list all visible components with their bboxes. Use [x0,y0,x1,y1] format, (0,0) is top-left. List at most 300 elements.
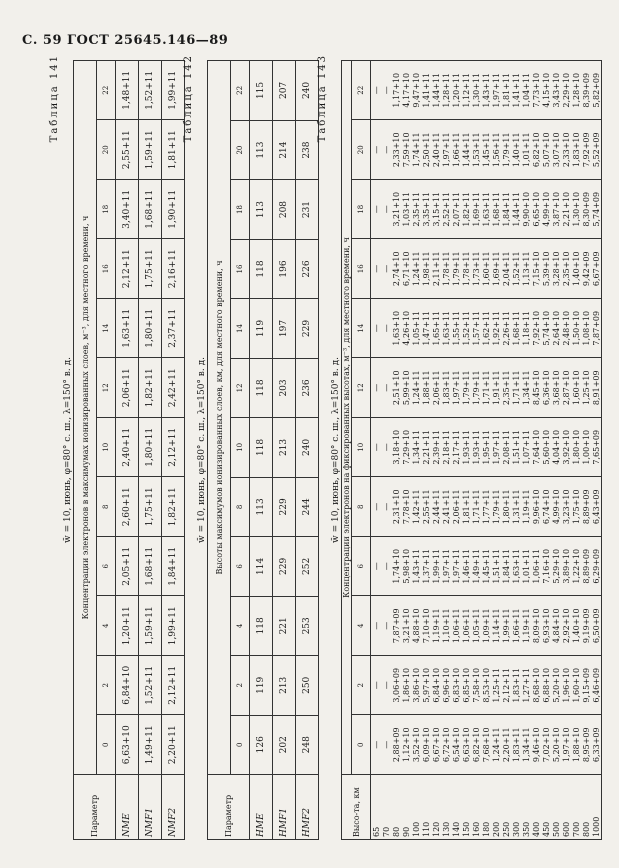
table-cell: — [381,418,391,478]
table-cell: 1,97+11 [451,358,461,418]
table-cell: 253 [296,596,319,655]
table-cell: 6,67+10 [431,715,441,775]
table-cell: 118 [250,418,273,477]
table-cell: 1,93+11 [471,418,481,478]
table-cell: 1,81+11 [501,61,511,121]
hour-header: 22 [97,61,116,121]
table-cell: 1,79+11 [451,239,461,299]
table-143-label: Таблица 143 [317,54,328,143]
table-cell: 1,88+10 [571,715,581,775]
hour-header-row [97,61,116,840]
table-cell: 1,66+11 [511,596,521,656]
table-row [451,61,461,840]
table-cell: 1,06+11 [461,596,471,656]
table-cell: 2,64+10 [551,299,561,359]
table-cell: 1,43+11 [481,61,491,121]
table-cell: 1,43+11 [411,537,421,597]
hour-header: 4 [352,596,371,656]
table-cell: 7,65+09 [591,418,602,478]
table-cell: 6,96+10 [441,656,451,716]
table-row [431,61,441,840]
table-cell: 1,79+11 [471,358,481,418]
table-cell: 3,92+10 [561,418,571,478]
table-cell: 2,51+10 [391,358,401,418]
table-cell: 1,24+11 [411,358,421,418]
table-cell: 8,45+10 [531,358,541,418]
table-cell: 1,97+11 [451,537,461,597]
table-cell: 2,48+10 [561,299,571,359]
height-value: 400 [531,775,541,840]
table-cell: 4,04+10 [551,418,561,478]
table-cell: — [381,596,391,656]
table-cell: — [381,358,391,418]
table-cell: 1,82+11 [139,358,162,418]
hour-header: 18 [97,180,116,240]
table-cell: 1,90+11 [162,180,185,240]
hour-header: 2 [231,656,250,715]
table-cell: 1,31+11 [511,477,521,537]
table-cell: 2,05+11 [116,537,139,597]
hour-header: 4 [231,596,250,655]
table-cell: 1,63+11 [481,180,491,240]
table-cell: 8,30+09 [581,180,591,240]
table-cell: 7,02+10 [541,715,551,775]
table-cell: 6,82+10 [531,120,541,180]
table-cell: 1,14+11 [491,596,501,656]
table-cell: 2,12+11 [162,656,185,716]
table-cell: 6,67+09 [591,239,602,299]
table-cell: 1,10+11 [441,596,451,656]
table-cell: 1,27+11 [521,656,531,716]
table-cell: 6,85+10 [461,656,471,716]
table-cell: — [371,120,382,180]
table-row [296,61,319,840]
table-cell: 8,39+09 [581,61,591,121]
table-cell: 5,99+10 [401,358,411,418]
table-cell: 4,17+10 [401,61,411,121]
table-cell: 7,16+10 [541,537,551,597]
table-cell: 1,88+11 [421,358,431,418]
hour-header: 10 [352,418,371,478]
table-cell: 1,44+11 [431,61,441,121]
hour-header: 6 [231,537,250,596]
table-cell: 1,84+11 [501,537,511,597]
table-cell: 8,89+09 [581,477,591,537]
table-cell: 203 [273,358,296,417]
table-cell: 1,98+11 [421,239,431,299]
table-cell: 7,15+10 [531,239,541,299]
hour-header: 20 [352,120,371,180]
table-cell: 1,49+11 [471,537,481,597]
table-cell: 229 [273,537,296,596]
table-row [471,61,481,840]
hour-header: 6 [352,537,371,597]
table-cell: 1,37+11 [421,537,431,597]
table-cell: 6,43+09 [591,477,602,537]
table-cell: 1,52+11 [139,656,162,716]
hour-header-row [352,61,371,840]
height-value: 70 [381,775,391,840]
hour-header: 14 [352,299,371,359]
table-cell: 9,90+10 [521,180,531,240]
table-cell: 1,25+10 [581,358,591,418]
table-cell: — [371,715,382,775]
table-cell: 2,12+11 [162,418,185,478]
table-cell: 1,20+11 [451,61,461,121]
height-value: 450 [541,775,551,840]
table-cell: 6,33+09 [591,715,602,775]
table-cell: 9,96+10 [531,477,541,537]
table-cell: 113 [250,180,273,239]
table-cell: 7,58+10 [471,656,481,716]
hour-header-row [231,61,250,840]
table-cell: 1,08+10 [581,299,591,359]
hour-header: 8 [352,477,371,537]
table-cell: 1,71+11 [471,477,481,537]
table-cell: 1,83+11 [441,358,451,418]
table-cell: 1,51+11 [511,418,521,478]
table-cell: — [381,120,391,180]
table-cell: 1,68+11 [139,537,162,597]
table-cell: 6,54+10 [451,715,461,775]
table-cell: 3,21+10 [391,180,401,240]
height-value: 200 [491,775,501,840]
table-cell: 2,87+10 [561,358,571,418]
table-cell: 1,81+11 [162,120,185,180]
hour-header: 12 [231,358,250,417]
table-cell: 244 [296,477,319,536]
table-cell: — [371,358,382,418]
table-cell: 1,91+11 [491,358,501,418]
table-cell: 9,15+09 [581,656,591,716]
table-cell: 1,04+11 [521,61,531,121]
table-cell: 6,72+10 [441,715,451,775]
table-cell: 229 [273,477,296,536]
table-cell: 1,84+11 [162,537,185,597]
table-cell: 2,06+11 [431,358,441,418]
table-cell: 3,43+10 [551,61,561,121]
table-cell: 2,35+11 [411,180,421,240]
hour-header: 18 [231,180,250,239]
table-cell: 2,21+10 [561,180,571,240]
table-row [381,61,391,840]
table-cell: 1,84+11 [501,180,511,240]
table-cell: 2,50+11 [421,120,431,180]
table-cell: 2,52+11 [441,180,451,240]
table-142 [207,60,319,840]
table-cell: 1,01+11 [521,537,531,597]
table-cell: 1,79+11 [491,477,501,537]
table-cell: 1,42+11 [411,477,421,537]
table-cell: 236 [296,358,319,417]
table-cell: 1,77+11 [481,477,491,537]
table-cell: 1,74+11 [411,120,421,180]
param-name: HMF1 [273,775,296,840]
table-cell: 1,78+11 [461,239,471,299]
table-cell: 1,99+11 [501,596,511,656]
table-cell: 7,73+10 [531,61,541,121]
table-cell: 1,69+11 [471,180,481,240]
table-cell: 1,60+10 [571,656,581,716]
table-cell: 7,29+10 [401,418,411,478]
table-cell: 6,63+10 [461,715,471,775]
table-cell: 1,52+11 [461,299,471,359]
table-cell: 8,09+10 [531,596,541,656]
page-header: С. 59 ГОСТ 25645.146—89 [22,33,229,48]
table-cell: — [381,239,391,299]
table-cell: 1,97+11 [441,120,451,180]
table-cell: 2,04+11 [501,239,511,299]
table-cell: 9,46+10 [531,715,541,775]
table-cell: 1,59+11 [139,596,162,656]
hour-header: 16 [231,239,250,298]
table-cell: 3,40+11 [116,180,139,240]
table-row [571,61,581,840]
table-row [521,61,531,840]
table-cell: 5,29+10 [551,537,561,597]
table-cell: — [371,239,382,299]
table-cell: 3,86+10 [411,656,421,716]
table-cell: 3,18+10 [391,418,401,478]
table-cell: 1,68+11 [139,180,162,240]
table-cell: 1,49+11 [139,715,162,775]
table-cell: 2,41+11 [441,477,451,537]
table-cell: 1,52+11 [511,239,521,299]
table-cell: 1,68+11 [491,180,501,240]
table-cell: 221 [273,596,296,655]
table-cell: 1,78+11 [441,239,451,299]
table-cell: 3,15+11 [431,180,441,240]
table-cell: 207 [273,61,296,121]
table-cell: 113 [250,477,273,536]
table-row [250,61,273,840]
height-value: 300 [511,775,521,840]
table-cell: 2,42+11 [162,358,185,418]
table-cell: 213 [273,418,296,477]
table-cell: 1,24+11 [411,239,421,299]
height-value: 100 [411,775,421,840]
table-cell: 8,68+10 [531,656,541,716]
table-cell: 1,74+10 [391,537,401,597]
table-cell: 1,01+11 [521,120,531,180]
table-cell: 240 [296,61,319,121]
table-cell: 6,84+10 [431,656,441,716]
table-cell: 2,20+11 [501,715,511,775]
table-cell: 118 [250,358,273,417]
table-cell: 5,20+10 [551,656,561,716]
table-143-subcaption: Концентрации электронов на фиксированных высотах, м⁻³, для местного времени, ч [342,61,352,775]
table-cell: 1,30+10 [571,180,581,240]
table-cell: 1,19+11 [521,477,531,537]
table-cell: 226 [296,239,319,298]
hour-header: 0 [97,715,116,775]
table-cell: 2,26+11 [501,299,511,359]
table-cell: 1,83+10 [571,120,581,180]
table-cell: 250 [296,656,319,715]
table-row [116,61,139,840]
table-143-block [317,50,602,850]
table-row [551,61,561,840]
table-row [391,61,401,840]
table-cell: 1,41+11 [511,61,521,121]
table-cell: — [371,61,382,121]
table-143-caption: w̄ = 10, июнь, φ=80° с. ш., λ=150° в. д. [331,357,341,543]
table-cell: 4,26+10 [401,299,411,359]
height-value: 150 [461,775,471,840]
table-143 [341,60,602,840]
table-cell: — [371,537,382,597]
table-cell: 5,98+10 [401,537,411,597]
table-cell: 2,37+11 [162,299,185,359]
table-cell: 2,92+10 [561,596,571,656]
table-row [591,61,602,840]
table-cell: 2,31+10 [391,477,401,537]
table-cell: 7,92+10 [531,299,541,359]
table-cell: 1,40+10 [571,596,581,656]
table-cell: — [381,537,391,597]
hour-header: 12 [352,358,371,418]
table-cell: 4,99+10 [551,477,561,537]
height-value: 250 [501,775,511,840]
table-cell: 231 [296,180,319,239]
table-cell: 5,74+09 [591,180,602,240]
table-row [461,61,471,840]
table-cell: 1,06+11 [451,596,461,656]
table-cell: 1,95+11 [481,418,491,478]
table-cell: 3,35+11 [421,180,431,240]
table-141-caption: w̄ = 10, июнь, φ=80° с. ш., λ=150° в. д. [63,357,73,543]
table-cell: 1,80+11 [139,299,162,359]
table-cell: 1,75+11 [139,477,162,537]
table-row [401,61,411,840]
table-cell: 5,39+10 [541,239,551,299]
height-value: 1000 [591,775,602,840]
hour-header: 16 [97,239,116,299]
table-cell: 1,60+10 [571,358,581,418]
table-cell: 3,07+10 [551,120,561,180]
param-header: Параметр [208,775,250,840]
table-cell: 2,07+11 [451,180,461,240]
table-cell: 1,97+10 [561,715,571,775]
hour-header: 0 [352,715,371,775]
table-cell: 6,09+10 [421,715,431,775]
table-cell: 1,05+11 [471,596,481,656]
hour-header: 2 [97,656,116,716]
height-value: 700 [571,775,581,840]
table-cell: 1,40+11 [511,120,521,180]
table-cell: 1,56+11 [491,120,501,180]
param-name: NME [116,775,139,840]
table-cell: 1,99+11 [431,537,441,597]
table-row [371,61,382,840]
height-value: 140 [451,775,461,840]
table-row [541,61,551,840]
table-cell: 1,17+10 [391,61,401,121]
table-cell: 2,29+10 [561,61,571,121]
hour-header: 22 [231,61,250,121]
table-cell: 1,47+11 [421,299,431,359]
table-cell: 7,59+10 [401,120,411,180]
table-cell: 2,12+11 [501,656,511,716]
table-cell: 6,50+09 [591,596,602,656]
table-cell: — [381,299,391,359]
table-row [511,61,521,840]
table-cell: 6,65+10 [531,180,541,240]
hour-header: 22 [352,61,371,121]
table-cell: 5,07+10 [541,120,551,180]
table-row [411,61,421,840]
table-cell: 9,42+09 [581,239,591,299]
table-cell: 196 [273,239,296,298]
table-cell: 1,80+10 [571,418,581,478]
table-cell: 115 [250,61,273,121]
table-cell: 3,52+10 [411,715,421,775]
table-cell: 7,78+10 [401,477,411,537]
table-cell: 2,33+10 [391,120,401,180]
hour-header: 14 [231,299,250,358]
table-cell: 5,82+09 [591,61,602,121]
table-row [441,61,451,840]
table-cell: 2,55+11 [116,120,139,180]
param-header: Параметр [74,775,116,840]
table-row [491,61,501,840]
table-cell: 214 [273,120,296,179]
table-cell: 6,84+10 [116,656,139,716]
table-cell: 1,25+11 [491,656,501,716]
height-value: 500 [551,775,561,840]
table-cell: 252 [296,537,319,596]
table-cell: 238 [296,120,319,179]
table-cell: 1,63+11 [511,537,521,597]
table-cell: 2,20+11 [162,715,185,775]
table-row [162,61,185,840]
table-cell: 1,83+11 [511,715,521,775]
hour-header: 8 [231,477,250,536]
table-cell: 1,81+11 [461,477,471,537]
height-value: 600 [561,775,571,840]
table-cell: 1,28+10 [571,61,581,121]
table-cell: 248 [296,715,319,774]
table-cell: 1,86+10 [401,656,411,716]
table-cell: 2,88+09 [391,715,401,775]
table-cell: 6,29+09 [591,537,602,597]
table-cell: 3,28+10 [551,239,561,299]
table-cell: 1,51+11 [491,537,501,597]
table-cell: 5,20+10 [551,715,561,775]
table-cell: 1,63+11 [116,299,139,359]
table-cell: 6,63+10 [116,715,139,775]
table-cell: 2,35+11 [501,358,511,418]
table-cell: 1,00+10 [581,418,591,478]
table-cell: 8,89+09 [581,537,591,597]
table-cell: 1,68+11 [511,299,521,359]
table-cell: 6,36+10 [541,358,551,418]
table-cell: 1,40+10 [571,239,581,299]
height-header: Высо-та, км [342,775,371,840]
table-cell: 1,69+11 [491,239,501,299]
table-cell: 1,55+11 [451,299,461,359]
table-cell: 1,97+11 [491,61,501,121]
table-cell: 1,66+11 [451,120,461,180]
table-cell: 1,60+11 [481,239,491,299]
table-cell: 1,52+11 [139,61,162,121]
table-cell: 1,19+11 [521,596,531,656]
table-141 [73,60,185,840]
table-cell: 1,80+11 [501,477,511,537]
hour-header: 2 [352,656,371,716]
table-cell: 6,88+10 [541,656,551,716]
table-cell: 2,44+11 [431,477,441,537]
